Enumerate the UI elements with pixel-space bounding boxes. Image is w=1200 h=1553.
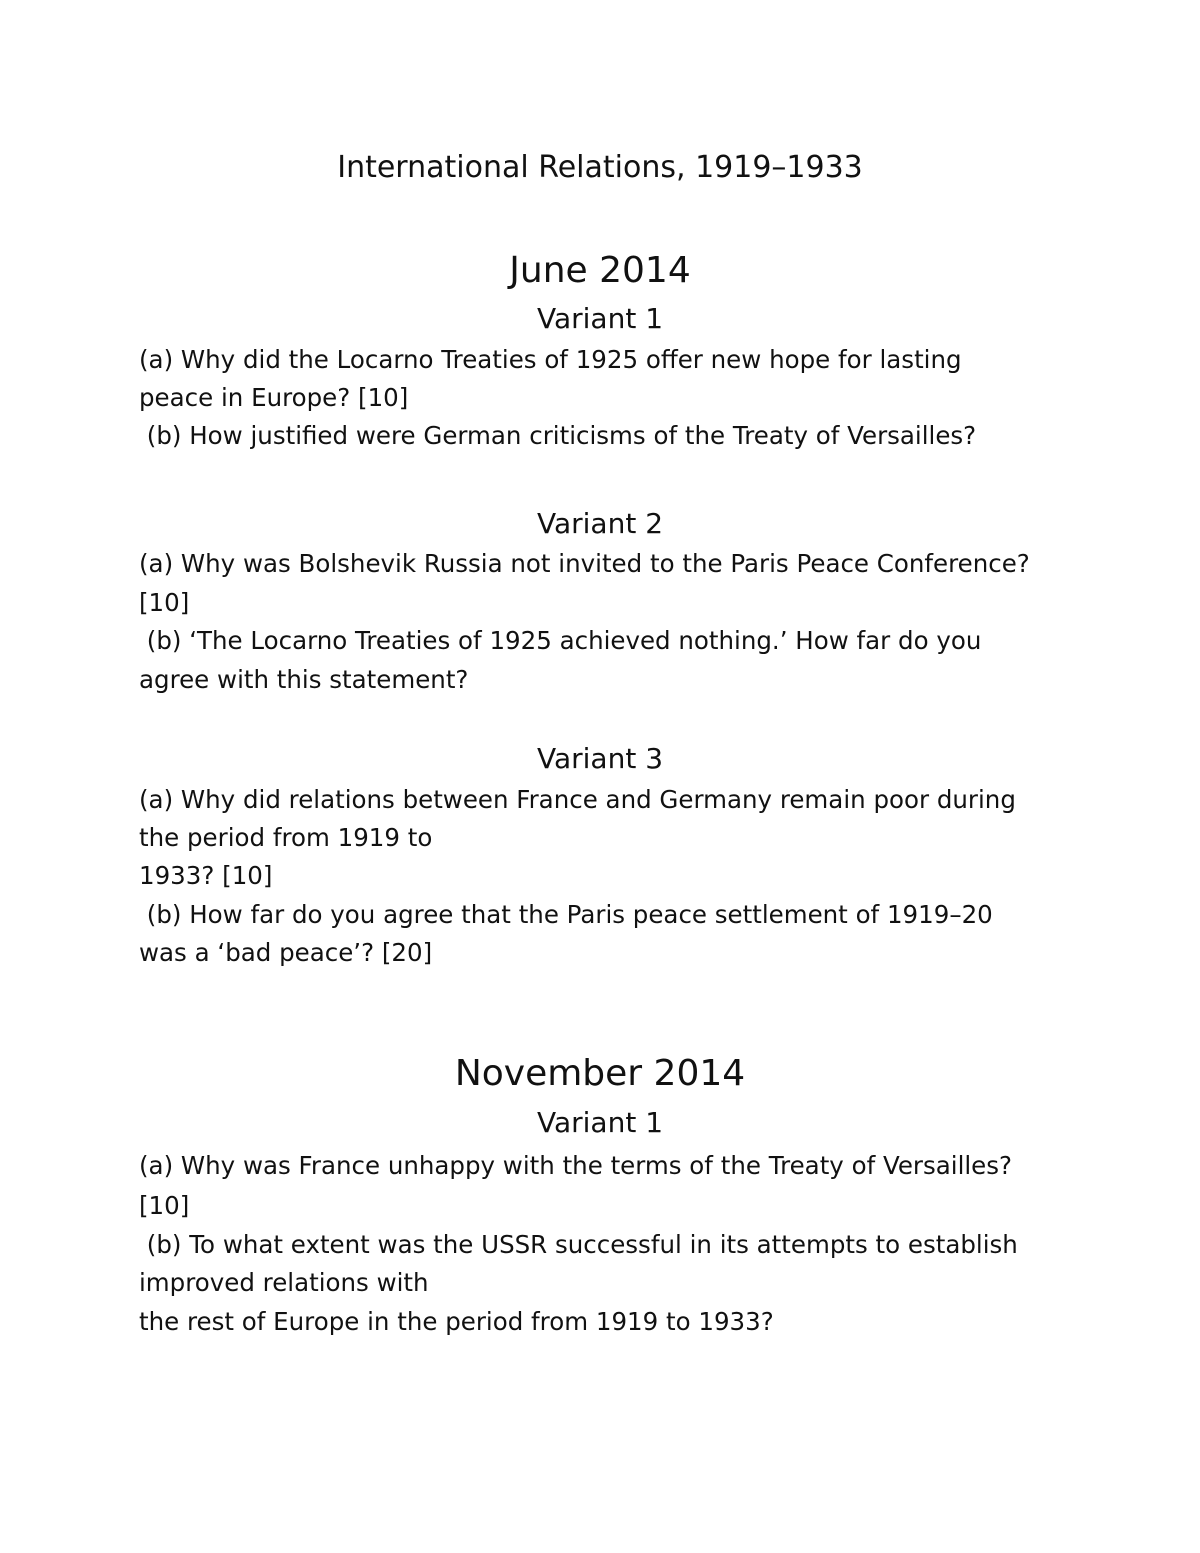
question-line: (a) Why was France unhappy with the terms of the Treaty of Versailles? (139, 1151, 1013, 1180)
question-line: [10] (139, 1191, 190, 1220)
question-line: (a) Why did relations between France and Germany remain poor during (139, 785, 1016, 814)
question-line: the period from 1919 to (139, 823, 433, 852)
question-line: (a) Why did the Locarno Treaties of 1925 offer new hope for lasting (139, 345, 962, 374)
session-title-june-2014: June 2014 (509, 250, 691, 291)
question-line: agree with this statement? (139, 665, 469, 694)
question-line: (b) How far do you agree that the Paris peace settlement of 1919–20 (139, 900, 993, 929)
variant-title: Variant 1 (536, 302, 664, 335)
variant-title: Variant 3 (536, 742, 664, 775)
question-line: [10] (139, 588, 190, 617)
document-title: International Relations, 1919–1933 (337, 150, 863, 185)
question-line: (b) To what extent was the USSR successful in its attempts to establish (139, 1230, 1018, 1259)
question-line: 1933? [10] (139, 861, 273, 890)
question-line: improved relations with (139, 1268, 429, 1297)
session-title-november-2014: November 2014 (454, 1053, 746, 1094)
variant-title: Variant 2 (536, 507, 664, 540)
question-line: (b) How justified were German criticisms of the Treaty of Versailles? (139, 421, 977, 450)
question-line: peace in Europe? [10] (139, 383, 409, 412)
question-line: (b) ‘The Locarno Treaties of 1925 achieved nothing.’ How far do you (139, 626, 982, 655)
variant-title: Variant 1 (536, 1106, 664, 1139)
question-line: was a ‘bad peace’? [20] (139, 938, 433, 967)
question-line: the rest of Europe in the period from 1919 to 1933? (139, 1307, 774, 1336)
question-line: (a) Why was Bolshevik Russia not invited to the Paris Peace Conference? (139, 549, 1030, 578)
